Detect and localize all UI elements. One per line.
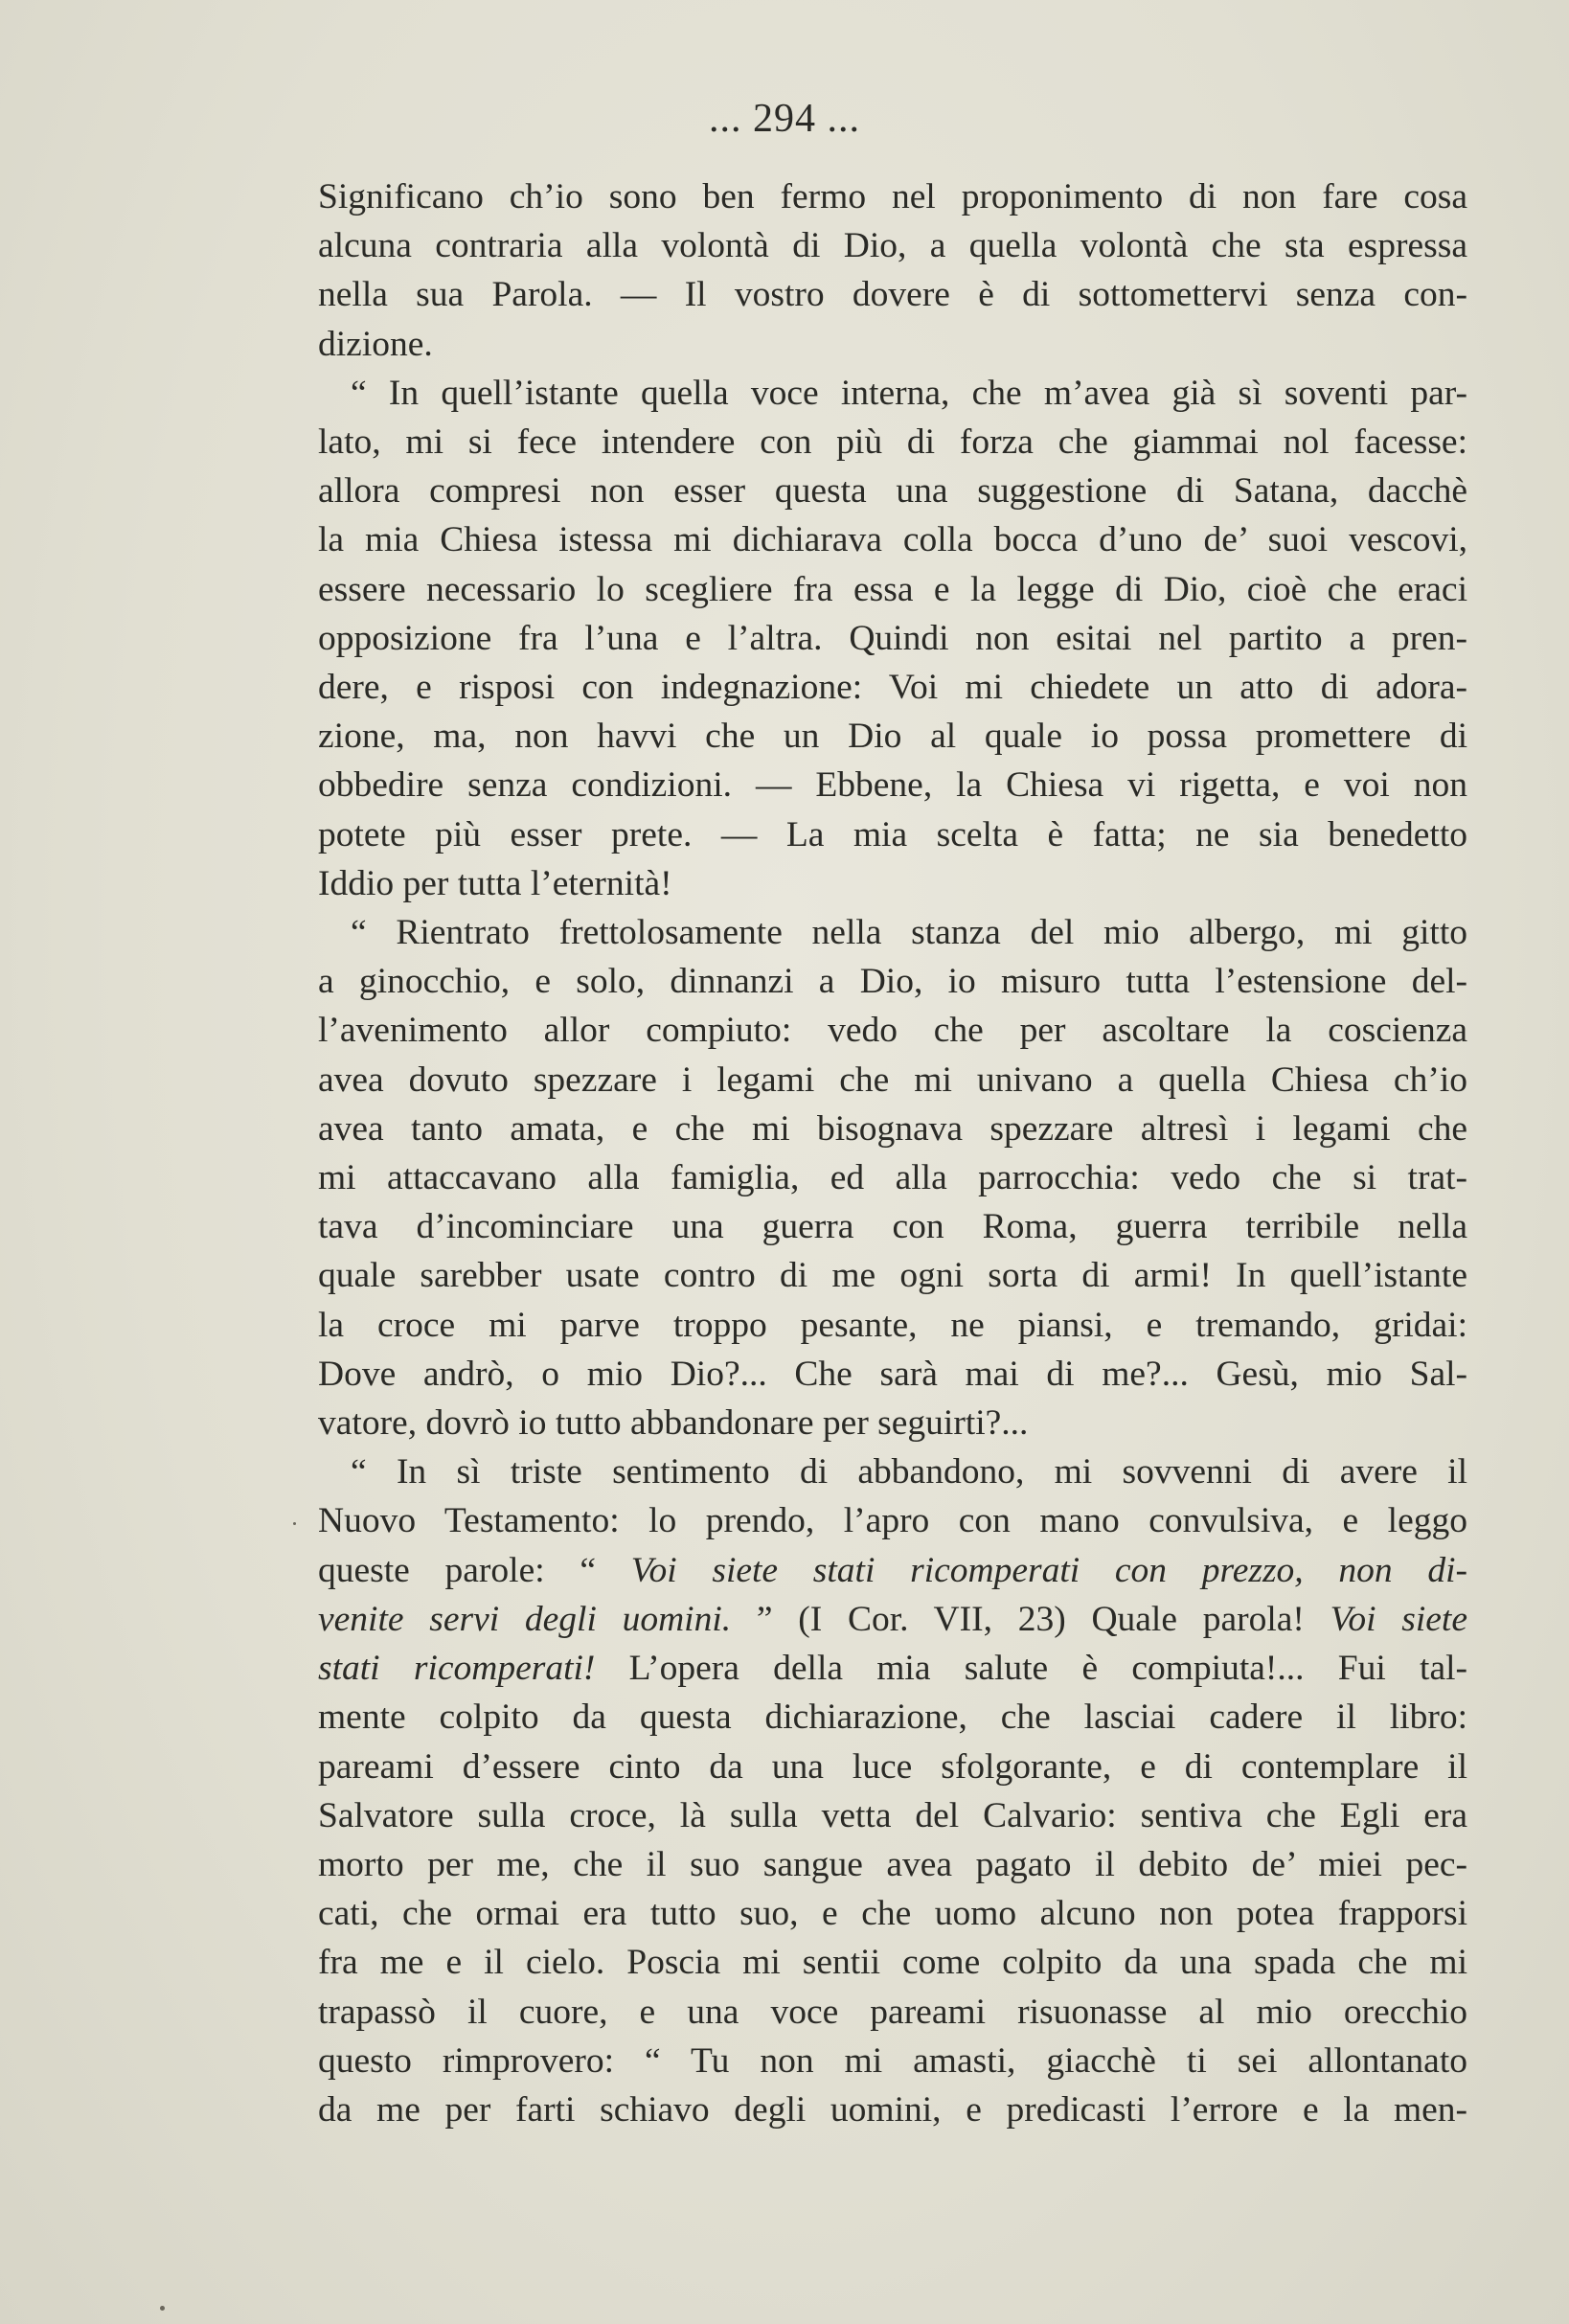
text-segment: tava d’incominciare una guerra con Roma, guerra terribile nella [318,1207,1467,1247]
text-segment: zione, ma, non havvi che un Dio al quale io possa promettere di [318,717,1467,757]
text-line [318,908,1467,957]
text-line [318,1153,1467,1202]
text-segment: la mia Chiesa istessa mi dichiarava colla bocca d’uno de’ suoi vescovi, [318,520,1467,560]
text-segment: la croce mi parve troppo pesante, ne piansi, e tremando, gridai: [318,1305,1467,1345]
page-number: ... 294 ... [709,97,860,141]
text-line [318,663,1467,712]
text-segment: dere, e risposi con indegnazione: Voi mi chiedete un atto di adora- [318,668,1467,708]
text-line [318,1546,1467,1595]
text-line [318,859,1467,908]
text-line [318,1399,1467,1447]
text-segment: pareami d’essere cinto da una luce sfolgorante, e di contemplare il [318,1746,1467,1787]
text-segment: allora compresi non esser questa una suggestione di Satana, dacchè [318,471,1467,512]
text-segment: opposizione fra l’una e l’altra. Quindi non esitai nel partito a pren- [318,618,1467,658]
text-line [318,614,1467,663]
text-segment: Nuovo Testamento: lo prendo, l’apro con mano convulsiva, e leggo [318,1501,1467,1541]
text-segment: Salvatore sulla croce, là sulla vetta del Calvario: sentiva che Egli era [318,1795,1467,1835]
text-line [318,2037,1467,2085]
text-segment: l’avenimento allor compiuto: vedo che per ascoltare la coscienza [318,1011,1467,1051]
text-line [318,761,1467,809]
italic-text: Voi siete stati ricomperati con prezzo, non di- [630,1550,1467,1590]
text-segment: queste parole: “ [318,1550,631,1590]
text-line [318,1988,1467,2037]
text-segment: cati, che ormai era tutto suo, e che uomo alcuno non potea frapporsi [318,1894,1467,1934]
text-line [318,320,1467,369]
text-segment: quale sarebber usate contro di me ogni sorta di armi! In quell’istante [318,1256,1467,1296]
italic-text: venite servi degli uomini. [318,1599,732,1639]
text-segment: lato, mi si fece intendere con più di forza che giammai nol facesse: [318,422,1467,463]
text-line [318,1105,1467,1153]
text-segment: obbedire senza condizioni. — Ebbene, la Chiesa vi rigetta, e voi non [318,765,1467,806]
text-segment: da me per farti schiavo degli uomini, e predicasti l’errore e la men- [318,2089,1467,2130]
text-segment: “ In quell’istante quella voce interna, che m’avea già sì soventi par- [351,373,1467,413]
text-segment: L’opera della mia salute è compiuta!... Fui tal- [595,1649,1467,1689]
text-line [318,418,1467,467]
text-line [318,1251,1467,1300]
text-segment: avea dovuto spezzare i legami che mi univano a quella Chiesa ch’io [318,1059,1467,1100]
text-segment: Dove andrò, o mio Dio?... Che sarà mai di me?... Gesù, mio Sal- [318,1354,1467,1394]
text-segment: nella sua Parola. — Il vostro dovere è di sottomettervi senza con- [318,275,1467,315]
text-segment: essere necessario lo scegliere fra essa e la legge di Dio, cioè che eraci [318,569,1467,609]
text-line [318,1644,1467,1693]
text-segment: avea tanto amata, e che mi bisognava spezzare altresì i legami che [318,1108,1467,1149]
text-line [318,1350,1467,1399]
text-line [318,1301,1467,1350]
text-segment: potete più esser prete. — La mia scelta è fatta; ne sia benedetto [318,814,1467,854]
text-segment: “ In sì triste sentimento di abbandono, mi sovvenni di avere il [351,1452,1467,1492]
text-line [318,957,1467,1006]
italic-text: Voi siete [1330,1599,1467,1639]
text-segment: vatore, dovrò io tutto abbandonare per seguirti?... [318,1403,1029,1444]
text-line [318,712,1467,761]
paper-speck [293,1522,296,1525]
text-segment: questo rimprovero: “ Tu non mi amasti, giacchè ti sei allontanato [318,2040,1467,2081]
text-segment: fra me e il cielo. Poscia mi sentii come colpito da una spada che mi [318,1943,1467,1983]
text-segment: dizione. [318,324,433,364]
text-line [318,1202,1467,1251]
text-line [318,1447,1467,1496]
text-line [318,270,1467,319]
text-segment: morto per me, che il suo sangue avea pagato il debito de’ miei pec- [318,1844,1467,1884]
text-line [318,1693,1467,1742]
text-line [318,369,1467,418]
text-line [318,565,1467,614]
body-text [318,172,1467,2134]
text-line [318,1791,1467,1840]
paper-speck [160,2306,165,2311]
text-segment: ” (I Cor. VII, 23) Quale parola! [731,1599,1330,1639]
text-line [318,810,1467,859]
text-segment: Iddio per tutta l’eternità! [318,863,672,903]
text-segment: mi attaccavano alla famiglia, ed alla parrocchia: vedo che si trat- [318,1158,1467,1198]
text-segment: a ginocchio, e solo, dinnanzi a Dio, io misuro tutta l’estensione del- [318,962,1467,1002]
text-line [318,1938,1467,1987]
text-segment: Significano ch’io sono ben fermo nel proponimento di non fare cosa [318,177,1467,216]
text-line [318,467,1467,515]
text-line [318,1006,1467,1055]
text-segment: mente colpito da questa dichiarazione, che lasciai cadere il libro: [318,1697,1467,1738]
text-line [318,1595,1467,1644]
text-line [318,1889,1467,1938]
text-line [318,1840,1467,1889]
text-line [318,1496,1467,1545]
text-line [318,172,1467,221]
italic-text: stati ricomperati! [318,1649,596,1689]
text-line [318,1056,1467,1105]
text-line [318,2085,1467,2134]
text-line [318,221,1467,270]
text-line [318,515,1467,564]
text-segment: “ Rientrato frettolosamente nella stanza del mio albergo, mi gitto [351,913,1467,953]
text-segment: alcuna contraria alla volontà di Dio, a quella volontà che sta espressa [318,226,1467,266]
text-line [318,1743,1467,1791]
text-segment: trapassò il cuore, e una voce pareami risuonasse al mio orecchio [318,1992,1467,2032]
